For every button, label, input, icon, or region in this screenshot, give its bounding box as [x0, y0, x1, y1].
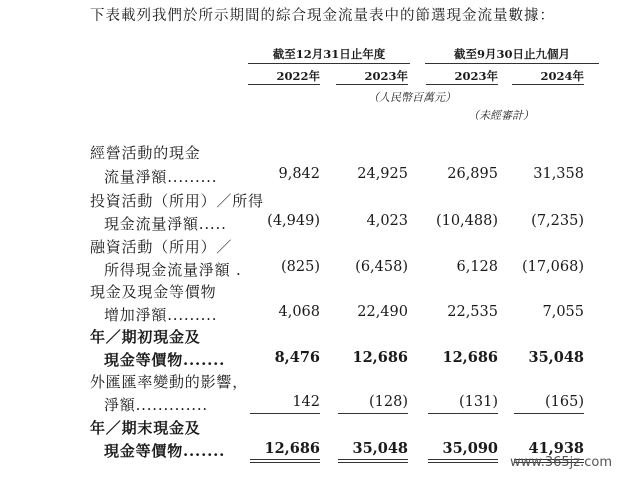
cell-fx-effect-9m2023: (131)	[459, 394, 498, 410]
cell-investing-2022: (4,949)	[267, 213, 320, 229]
unaudited-note: （未經審計）	[468, 109, 534, 122]
cell-opening-cash-9m2023: 12,686	[442, 349, 498, 366]
cell-operating-9m2024: 31,358	[533, 166, 584, 182]
subtotal-rule-1	[250, 413, 320, 414]
cell-operating-9m2023: 26,895	[447, 166, 498, 182]
header-fiscal-year: 截至12月31日止年度	[272, 47, 386, 61]
row-label-closing-cash-line1: 年／期末現金及	[90, 419, 201, 437]
cell-closing-cash-2022: 12,686	[264, 440, 320, 457]
year-underline-2	[336, 84, 408, 85]
cell-net-increase-9m2024: 7,055	[542, 304, 584, 320]
header-underline-nine-months	[425, 63, 599, 64]
cell-investing-2023: 4,023	[366, 213, 408, 229]
cell-closing-cash-9m2023: 35,090	[442, 440, 498, 457]
cell-operating-2022: 9,842	[278, 166, 320, 182]
cell-financing-2023: (6,458)	[355, 259, 408, 275]
subtotal-rule-4	[514, 413, 584, 414]
cell-closing-cash-9m2024: 41,938	[528, 440, 584, 457]
cell-net-increase-2022: 4,068	[278, 304, 320, 320]
year-underline-3	[426, 84, 498, 85]
cell-opening-cash-2023: 12,686	[352, 349, 408, 366]
row-label-investing-line1: 投資活動（所用）／所得	[90, 192, 264, 210]
year-underline-1	[248, 84, 320, 85]
row-label-opening-cash-line1: 年／期初現金及	[90, 328, 201, 346]
intro-text: 下表載列我們於所示期間的綜合現金流量表中的節選現金流量數據：	[90, 8, 555, 24]
total-double-rule-2a	[338, 459, 408, 460]
cell-operating-2023: 24,925	[357, 166, 408, 182]
year-col-4: 2024年	[540, 69, 584, 83]
header-nine-months: 截至9月30日止九個月	[453, 47, 570, 61]
cell-fx-effect-2023: (128)	[369, 394, 408, 410]
cell-fx-effect-2022: 142	[292, 394, 320, 410]
subtotal-rule-2	[338, 413, 408, 414]
year-col-1: 2022年	[276, 69, 320, 83]
cell-opening-cash-2022: 8,476	[274, 349, 320, 366]
row-label-investing-line2: 現金流量淨額.....	[104, 215, 227, 233]
total-double-rule-1a	[250, 459, 320, 460]
cell-investing-9m2024: (7,235)	[531, 213, 584, 229]
watermark: www.365jz.com	[510, 455, 612, 470]
total-double-rule-1b	[250, 462, 320, 463]
cell-financing-2022: (825)	[281, 259, 320, 275]
total-double-rule-3a	[428, 459, 498, 460]
total-double-rule-3b	[428, 462, 498, 463]
year-underline-4	[512, 84, 584, 85]
row-label-fx-effect-line2: 淨額.............	[104, 396, 208, 414]
currency-note: （人民幣百萬元）	[368, 91, 456, 104]
row-label-financing-line1: 融資活動（所用）／	[90, 238, 233, 256]
year-col-2: 2023年	[364, 69, 408, 83]
subtotal-rule-3	[428, 413, 498, 414]
header-underline-fy	[248, 63, 410, 64]
row-label-fx-effect-line1: 外匯匯率變動的影響，	[90, 373, 249, 391]
row-label-closing-cash-line2: 現金等價物.......	[104, 442, 226, 460]
year-col-3: 2023年	[454, 69, 498, 83]
cell-financing-9m2023: 6,128	[456, 259, 498, 275]
cell-opening-cash-9m2024: 35,048	[528, 349, 584, 366]
row-label-opening-cash-line2: 現金等價物.......	[104, 351, 226, 369]
cell-net-increase-2023: 22,490	[357, 304, 408, 320]
row-label-financing-line2: 所得現金流量淨額 .	[104, 261, 242, 279]
cell-net-increase-9m2023: 22,535	[447, 304, 498, 320]
cell-fx-effect-9m2024: (165)	[545, 394, 584, 410]
row-label-net-increase-line1: 現金及現金等價物	[90, 283, 217, 301]
row-label-operating-line2: 流量淨額.........	[104, 168, 218, 186]
cell-investing-9m2023: (10,488)	[435, 213, 498, 229]
cell-closing-cash-2023: 35,048	[352, 440, 408, 457]
total-double-rule-2b	[338, 462, 408, 463]
row-label-operating-line1: 經營活動的現金	[90, 144, 201, 162]
cell-financing-9m2024: (17,068)	[521, 259, 584, 275]
row-label-net-increase-line2: 增加淨額.........	[104, 306, 218, 324]
